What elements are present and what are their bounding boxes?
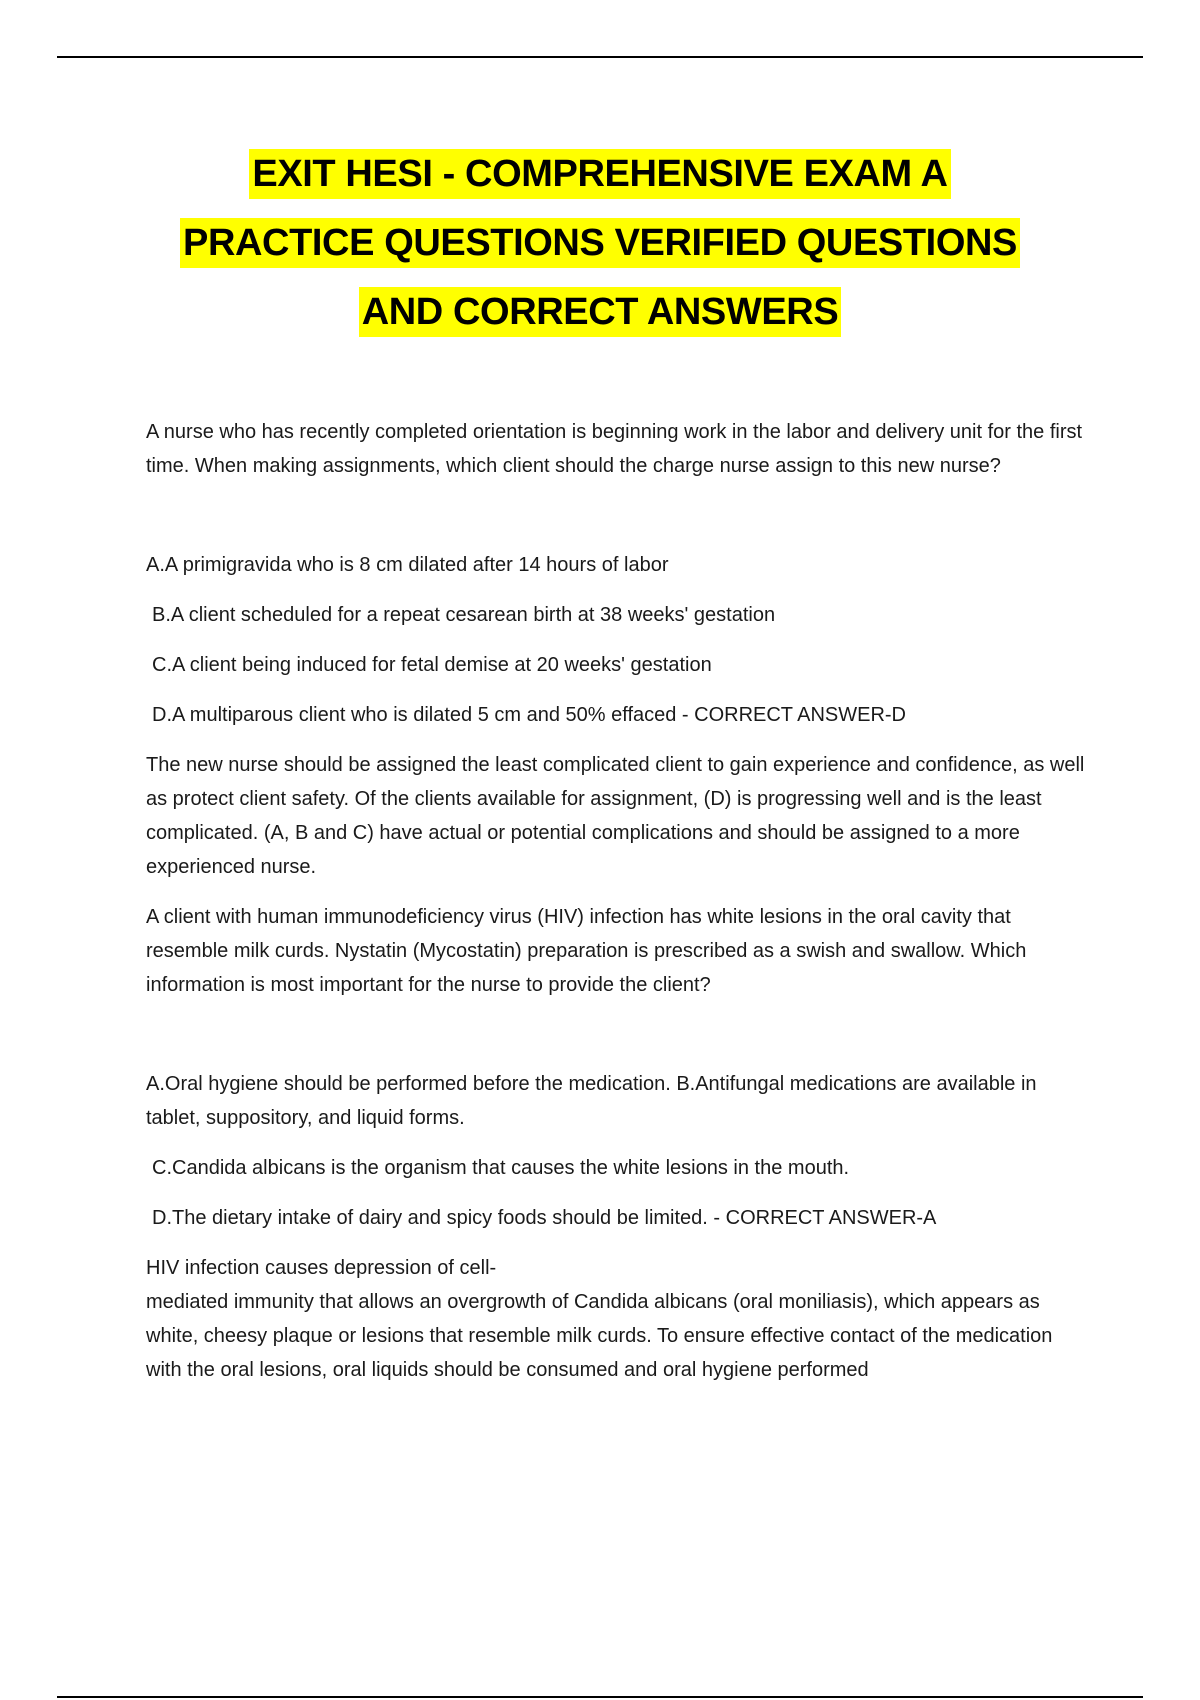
document-title [0,140,1200,347]
question-1-stem: A nurse who has recently completed orientation is beginning work in the labor and delivery unit for the first time. When making assignments, which client should the charge nurse assign to this new nurse? [146,421,1083,477]
question-2-option-c: C.Candida albicans is the organism that causes the white lesions in the mouth. [152,1157,850,1179]
spacer [146,1002,1086,1067]
question-1-rationale: The new nurse should be assigned the least complicated client to gain experience and confidence, as well as protect client safety. Of the clients available for assignment, (D) is progressing well and is the least complicated. (A, B and C) have actual or potential complications and should be assigned to a more experienced nurse. [146,754,1085,878]
title-line-3: AND CORRECT ANSWERS [0,278,1200,347]
title-line-1: EXIT HESI - COMPREHENSIVE EXAM A [0,140,1200,209]
title-line-2: PRACTICE QUESTIONS VERIFIED QUESTIONS [0,209,1200,278]
question-2-option-d: D.The dietary intake of dairy and spicy foods should be limited. - CORRECT ANSWER-A [152,1207,937,1229]
question-2-option-a-b: A.Oral hygiene should be performed before the medication. B.Antifungal medications are available in tablet, suppository, and liquid forms. [146,1073,1037,1129]
spacer [146,483,1086,548]
question-2-rationale-line-1: HIV infection causes depression of cell- [146,1257,497,1279]
question-1-option-d: D.A multiparous client who is dilated 5 cm and 50% effaced - CORRECT ANSWER-D [152,704,907,726]
top-rule [57,56,1143,58]
question-2-stem: A client with human immunodeficiency virus (HIV) infection has white lesions in the oral cavity that resemble milk curds. Nystatin (Mycostatin) preparation is prescribed as a swish and swallow. Which information is most important for the nurse to provide the client? [146,906,1027,996]
question-1-option-c: C.A client being induced for fetal demise at 20 weeks' gestation [152,654,712,676]
question-2-rationale-rest: mediated immunity that allows an overgrowth of Candida albicans (oral moniliasis), which appears as white, cheesy plaque or lesions that resemble milk curds. To ensure effective contact of the medication with the oral lesions, oral liquids should be consumed and oral hygiene performed [146,1291,1053,1381]
document-body [146,415,1086,1387]
question-1-option-a: A.A primigravida who is 8 cm dilated after 14 hours of labor [146,554,669,576]
bottom-rule [57,1696,1143,1698]
question-1-option-b: B.A client scheduled for a repeat cesarean birth at 38 weeks' gestation [152,604,776,626]
